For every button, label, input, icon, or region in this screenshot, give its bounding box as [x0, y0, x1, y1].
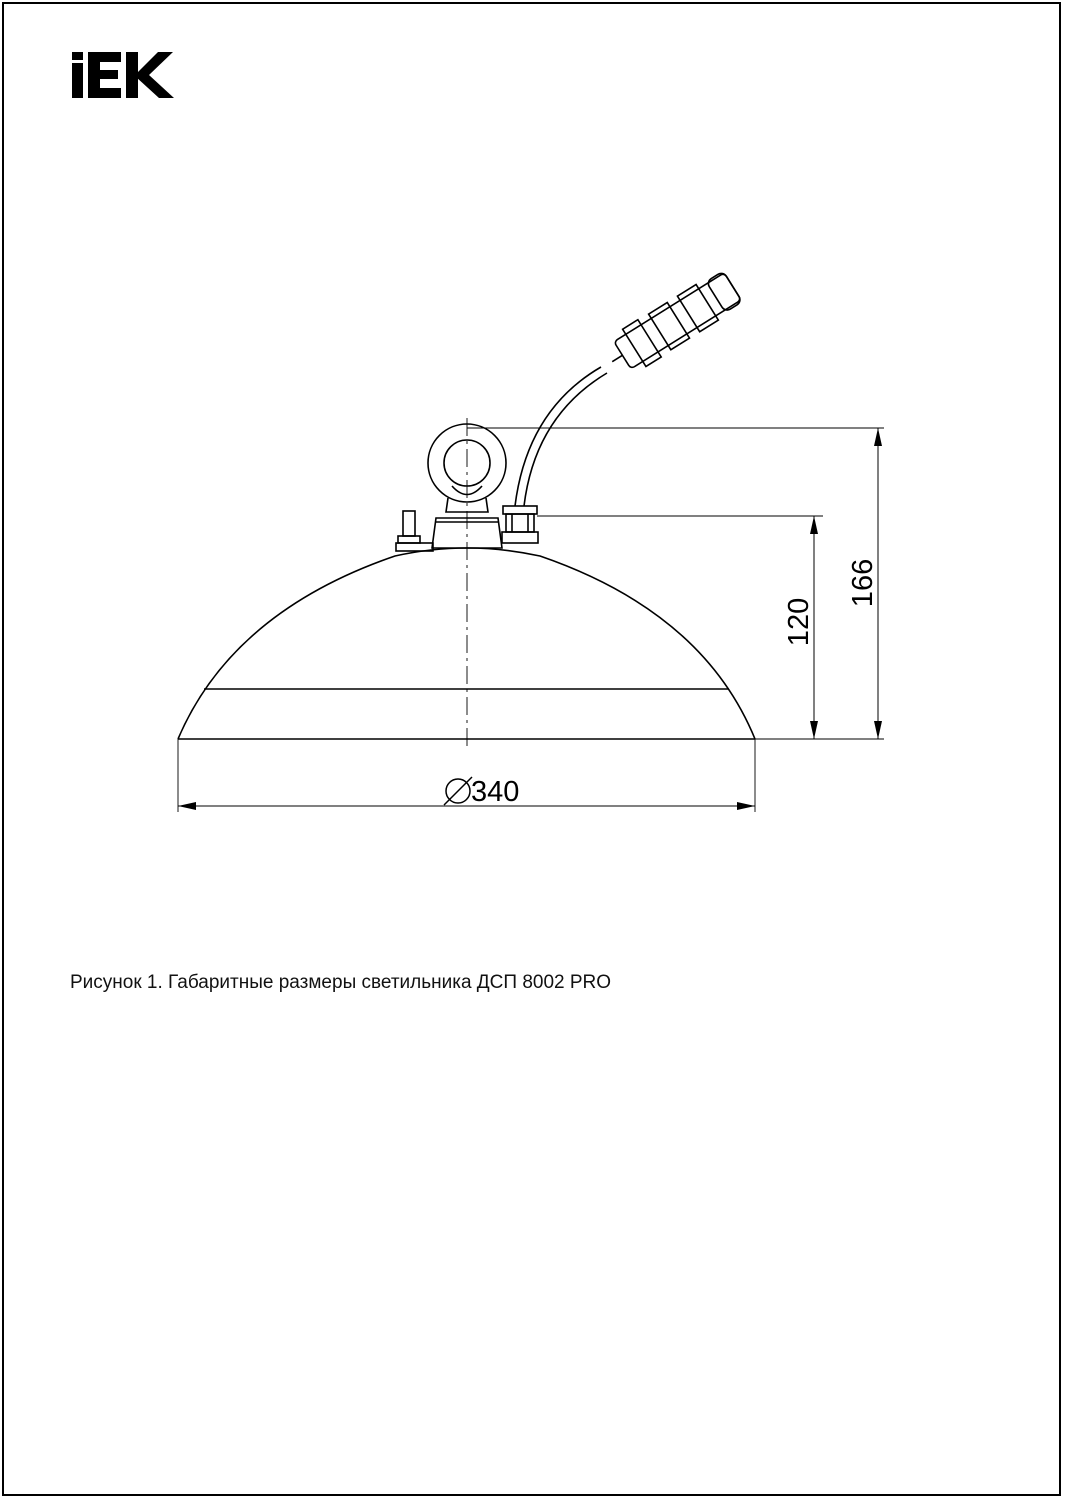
height-body-label: 120	[783, 597, 815, 647]
figure-caption: Рисунок 1. Габаритные размеры светильника ДСП 8002 PRO	[70, 972, 612, 993]
left-bolt	[403, 511, 415, 536]
cable-gland	[503, 506, 537, 514]
dome-outline	[178, 548, 755, 739]
connector	[601, 268, 745, 381]
height-total-label: 166	[847, 558, 879, 608]
diameter-label: 340	[471, 776, 520, 808]
